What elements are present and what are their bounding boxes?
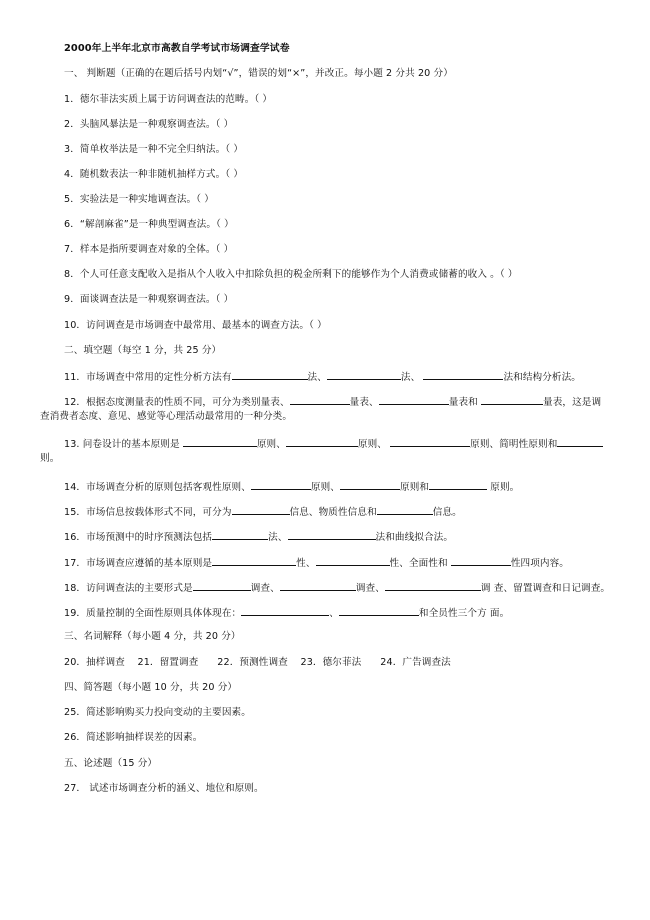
answer-blank[interactable] (377, 504, 433, 515)
question-13-cont: 则。 (40, 453, 60, 464)
term-item: 24．广告调查法 (380, 657, 451, 668)
answer-blank[interactable] (212, 529, 268, 540)
question-10: 10．访问调查是市场调查中最常用、最基本的调查方法。（ ） (64, 320, 327, 331)
section-5-header: 五、论述题（15 分） (64, 758, 158, 769)
answer-blank[interactable] (193, 580, 251, 591)
question-17: 17．市场调查应遵循的基本原则是 性、 性、全面性和 性四项内容。 (64, 555, 569, 570)
question-3: 3．简单枚举法是一种不完全归纳法。（ ） (64, 144, 244, 155)
answer-blank[interactable] (251, 479, 311, 490)
question-25: 25．简述影响购买力投向变动的主要因素。 (64, 707, 251, 718)
answer-blank[interactable] (288, 529, 376, 540)
question-27: 27． 试述市场调查分析的涵义、地位和原则。 (64, 783, 264, 794)
answer-blank[interactable] (385, 580, 481, 591)
exam-title: 2000年上半年北京市高教自学考试市场调查学试卷 (64, 43, 290, 54)
question-12: 12．根据态度测量表的性质不同，可分为类别量表、 量表、 量表和 量表，这是调 (64, 394, 601, 409)
answer-blank[interactable] (340, 479, 400, 490)
answer-blank[interactable] (280, 580, 356, 591)
question-11: 11．市场调查中常用的定性分析方法有 法、 法、 法和结构分析法。 (64, 369, 581, 384)
section-1-header: 一、 判断题（正确的在题后括号内划“√”，错误的划“×”，并改正。每小题 2 分共 20 分） (64, 68, 453, 79)
answer-blank[interactable] (241, 605, 329, 616)
answer-blank[interactable] (316, 555, 390, 566)
question-13: 13. 问卷设计的基本原则是 原则、 原则、 原则、简明性原则和 (64, 436, 603, 451)
section-3-header: 三、名词解释（每小题 4 分，共 20 分） (64, 631, 241, 642)
question-2: 2．头脑风暴法是一种观察调查法。（ ） (64, 119, 234, 130)
answer-blank[interactable] (557, 436, 603, 447)
answer-blank[interactable] (481, 394, 543, 405)
section-4-header: 四、简答题（每小题 10 分，共 20 分） (64, 682, 238, 693)
term-item: 22．预测性调查 (217, 657, 288, 668)
question-14: 14．市场调查分析的原则包括客观性原则、 原则、 原则和 原则。 (64, 479, 519, 494)
question-6: 6．“解剖麻雀”是一种典型调查法。（ ） (64, 219, 234, 230)
answer-blank[interactable] (212, 555, 296, 566)
question-15: 15．市场信息按载体形式不同，可分为 信息、物质性信息和 信息。 (64, 504, 462, 519)
term-item: 21．留置调查 (137, 657, 199, 668)
question-16: 16．市场预测中的时序预测法包括 法、 法和曲线拟合法。 (64, 529, 453, 544)
question-4: 4．随机数表法一种非随机抽样方式。（ ） (64, 169, 244, 180)
answer-blank[interactable] (423, 369, 503, 380)
question-19: 19．质量控制的全面性原则具体体现在： 、 和全员性三个方 面。 (64, 605, 509, 620)
answer-blank[interactable] (339, 605, 419, 616)
question-7: 7．样本是指所要调查对象的全体。（ ） (64, 244, 234, 255)
answer-blank[interactable] (290, 394, 350, 405)
question-8: 8．个人可任意支配收入是指从个人收入中扣除负担的税金所剩下的能够作为个人消费或储蓄的收入 。（ ） (64, 269, 518, 280)
answer-blank[interactable] (379, 394, 449, 405)
question-12-cont: 查消费者态度、意见、感觉等心理活动最常用的一种分类。 (40, 411, 293, 422)
answer-blank[interactable] (327, 369, 401, 380)
answer-blank[interactable] (390, 436, 470, 447)
question-18: 18．访问调查法的主要形式是 调查、 调查、 调 查、留置调查和日记调查。 (64, 580, 610, 595)
answer-blank[interactable] (429, 479, 487, 490)
answer-blank[interactable] (451, 555, 511, 566)
term-item: 23．德尔菲法 (300, 657, 362, 668)
term-item: 20．抽样调查 (64, 657, 125, 668)
question-9: 9．面谈调查法是一种观察调查法。（ ） (64, 294, 234, 305)
terms-line (64, 656, 451, 669)
question-5: 5．实验法是一种实地调查法。（ ） (64, 194, 214, 205)
question-26: 26．简述影响抽样误差的因素。 (64, 732, 203, 743)
answer-blank[interactable] (232, 369, 308, 380)
question-1: 1．德尔菲法实质上属于访问调查法的范畴。（ ） (64, 94, 273, 105)
section-2-header: 二、填空题（每空 1 分，共 25 分） (64, 345, 222, 356)
answer-blank[interactable] (286, 436, 358, 447)
answer-blank[interactable] (183, 436, 257, 447)
answer-blank[interactable] (232, 504, 290, 515)
